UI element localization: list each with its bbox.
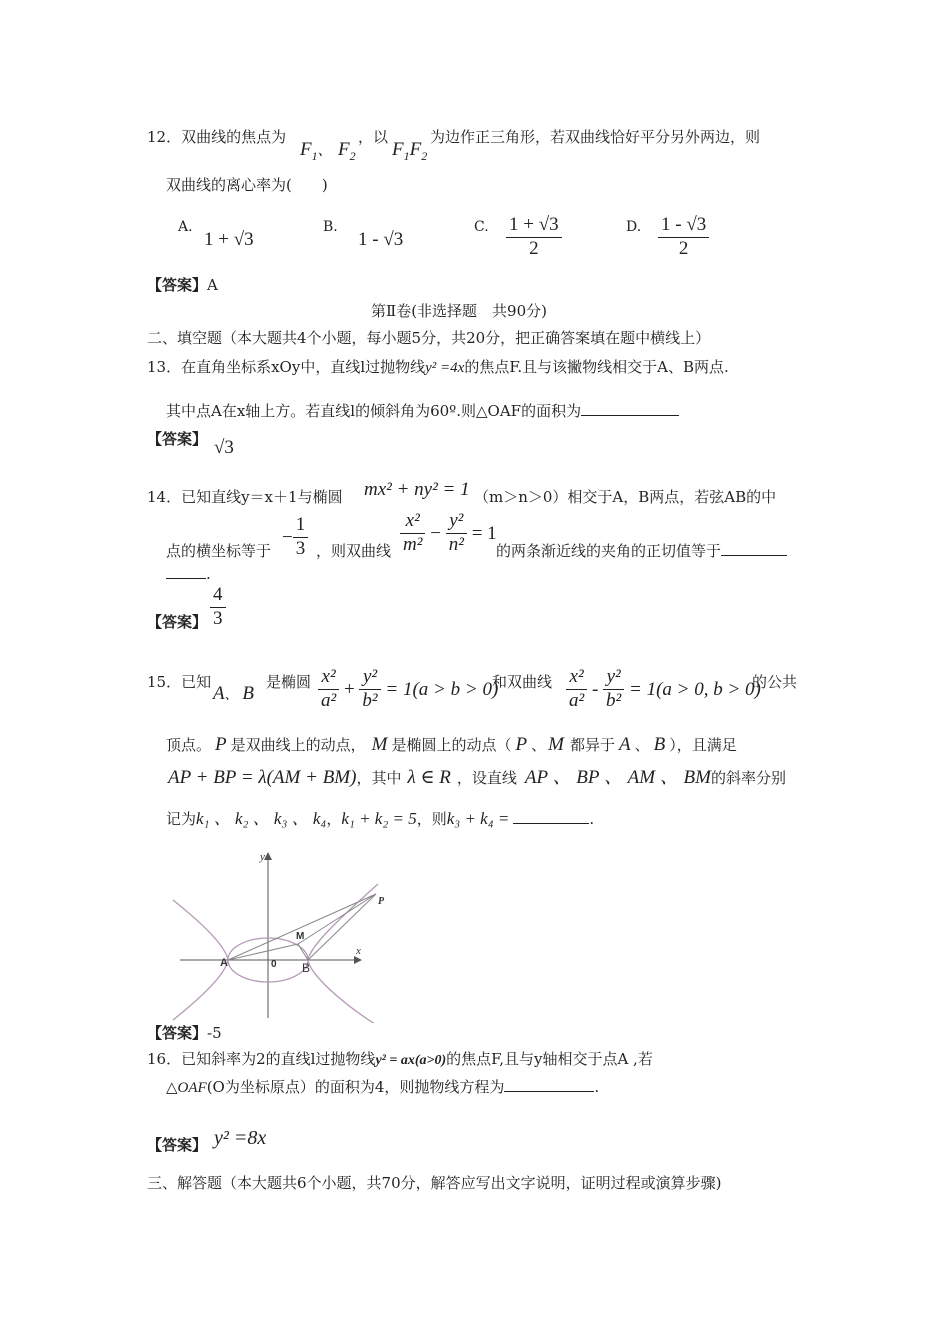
fig-line-mp <box>298 894 376 944</box>
q16-line1: 16．已知斜率为2的直线l过抛物线y² = ax(a>0)的焦点F,且与y轴相交于点A ,若 <box>147 1050 653 1068</box>
q14-ellipse-eq: mx² + ny² = 1 <box>364 479 470 500</box>
q14-blank <box>721 554 787 556</box>
q13-line1: 13．在直角坐标系xOy中，直线l过抛物线y² =4x的焦点F.且与该撇物线相交于A、B两点. <box>147 358 729 376</box>
q13-line2: 其中点A在x轴上方。若直线l的倾斜角为60º.则△OAF的面积为 <box>166 404 679 419</box>
fig-label-y: y <box>260 851 265 863</box>
q12-option-c <box>506 214 562 261</box>
section2-heading: 二、填空题（本大题共4个小题，每小题5分，共20分，把正确答案填在题中横线上） <box>147 329 711 347</box>
section3-heading: 三、解答题（本大题共6个小题，共70分，解答应写出文字说明，证明过程或演算步骤) <box>147 1174 722 1192</box>
q14-line3: . <box>166 567 211 582</box>
q14-hyp-den2: n² <box>448 533 464 555</box>
fig-label-o: 0 <box>271 959 277 970</box>
q12-f1f2: $F_1F_2$ <box>392 139 428 163</box>
q12-line1-b: ，以 <box>358 128 389 146</box>
q14-value-den: 3 <box>295 537 306 559</box>
q13-answer-value: √3 <box>214 437 234 458</box>
q13-blank <box>581 414 679 416</box>
fig-label-a: A <box>220 957 228 969</box>
q14-line2-b: ，则双曲线 <box>316 542 392 560</box>
q12-option-c-num: 1 + √3 <box>506 214 562 238</box>
q14-answer: 【答案】 <box>147 613 208 631</box>
q12-focus-f1: $F_1$、 <box>300 139 332 163</box>
q14-value: − $\frac{1}{3}$ <box>282 514 308 561</box>
q14-line1: 14．已知直线y＝x＋1与椭圆 <box>147 488 343 506</box>
q16-equation: y² = ax(a>0) <box>375 1053 447 1068</box>
q12-answer: 【答案】A <box>147 276 218 294</box>
q15-ellipse-eq: $\frac{\text{x²}}{\text{a²}}$ + $\frac{\text{y²}}{\text{b²}}$ = 1(a > b > 0) <box>318 666 498 713</box>
q15-line1: 15．已知 <box>147 673 212 691</box>
q12-option-b: 1 - √3 <box>358 229 404 250</box>
q14-blank-2 <box>166 577 206 579</box>
q15-hyperbola-eq: $\frac{\text{x²}}{\text{a²}}$ - $\frac{\text{y²}}{\text{b²}}$ = 1(a > 0, b > 0) <box>566 666 761 713</box>
q12-option-d <box>658 214 709 261</box>
q16-line2: △OAF(O为坐标原点）的面积为4，则抛物线方程为 . <box>166 1078 600 1096</box>
fig-line-bm <box>298 944 308 960</box>
q14-answer-den: 3 <box>213 607 223 629</box>
q16-blank <box>504 1090 594 1092</box>
q14-hyperbola: $\frac{\text{x²}}{\text{m²}}$ − $\frac{\text{y²}}{\text{n²}}$ = 1 <box>400 510 497 557</box>
q12-option-d-label: D. <box>626 219 642 235</box>
q12-option-c-den: 2 <box>529 237 539 259</box>
q14-hyp-rhs: = 1 <box>471 522 497 544</box>
q16-answer: 【答案】 <box>147 1136 208 1154</box>
fig-label-b: B <box>302 961 311 975</box>
q15-vector-eq: AP + BP = λ(AM + BM) <box>168 767 357 788</box>
fig-line-am <box>228 944 298 960</box>
q12-option-b-label: B. <box>323 219 338 235</box>
q15-points-ab: A、 B <box>213 683 254 704</box>
fig-x-arrow <box>354 956 362 964</box>
q14-hyp-den1: m² <box>403 533 423 555</box>
q15-blank <box>513 822 589 824</box>
q15-line3: AP + BP = λ(AM + BM)，其中 λ ∈ R ，设直线 AP 、 BP 、 AM 、 BM的斜率分别 <box>168 767 787 788</box>
q15-line1-d: 的公共 <box>752 673 798 691</box>
q15-line4: 记为k₁ 、 k₂ 、 k₃ 、 k₄，k₁ + k₂ = 5，则k₃ + k₄ = . <box>166 809 595 828</box>
fig-label-x: x <box>356 945 361 957</box>
q12-option-d-den: 2 <box>678 237 689 259</box>
q12-line1: 12．双曲线的焦点为 <box>147 128 287 146</box>
q12-focus-f2: $F_2$ <box>338 139 356 163</box>
q15-answer: 【答案】-5 <box>147 1024 222 1042</box>
q14-line1-b: （m＞n＞0）相交于A，B两点，若弦AB的中 <box>474 488 777 506</box>
fig-label-p: P <box>378 896 385 907</box>
q12-line2: 双曲线的离心率为( ) <box>166 176 328 194</box>
q13-equation: y² =4x <box>425 360 465 376</box>
q14-line2-c: 的两条渐近线的夹角的正切值等于 <box>496 544 787 559</box>
q14-answer-num: 4 <box>210 584 226 608</box>
q12-line1-c: 为边作正三角形，若双曲线恰好平分另外两边，则 <box>430 128 761 146</box>
fig-hyperbola-right <box>308 884 378 1023</box>
q14-hyp-num1: x² <box>400 510 425 534</box>
q12-option-a-label: A. <box>178 219 193 235</box>
q14-value-num: 1 <box>293 514 309 538</box>
q14-answer-value <box>210 584 226 631</box>
q15-line2: 顶点。 P 是双曲线上的动点， M 是椭圆上的动点（ P 、 M 都异于 A 、 B ），且满足 <box>166 734 737 755</box>
q15-line1-b: 是椭圆 <box>266 673 312 691</box>
q14-hyp-num2: y² <box>446 510 467 534</box>
q14-line2: 点的横坐标等于 <box>166 542 272 560</box>
q16-answer-value: y² =8x <box>214 1127 267 1149</box>
q13-answer: 【答案】 <box>147 430 208 448</box>
q15-line1-c: 和双曲线 <box>492 673 553 691</box>
q12-option-a: 1 + √3 <box>204 229 254 250</box>
fig-label-m: M <box>296 931 305 942</box>
fig-y-arrow <box>264 852 272 860</box>
fig-line-bp <box>308 894 376 960</box>
q12-option-c-label: C. <box>474 219 489 235</box>
q12-option-d-num: 1 - √3 <box>658 214 709 238</box>
q16-triangle: △OAF <box>166 1080 207 1096</box>
q15-figure <box>168 848 388 1023</box>
section2-title: 第Ⅱ卷(非选择题 共90分) <box>371 302 547 320</box>
